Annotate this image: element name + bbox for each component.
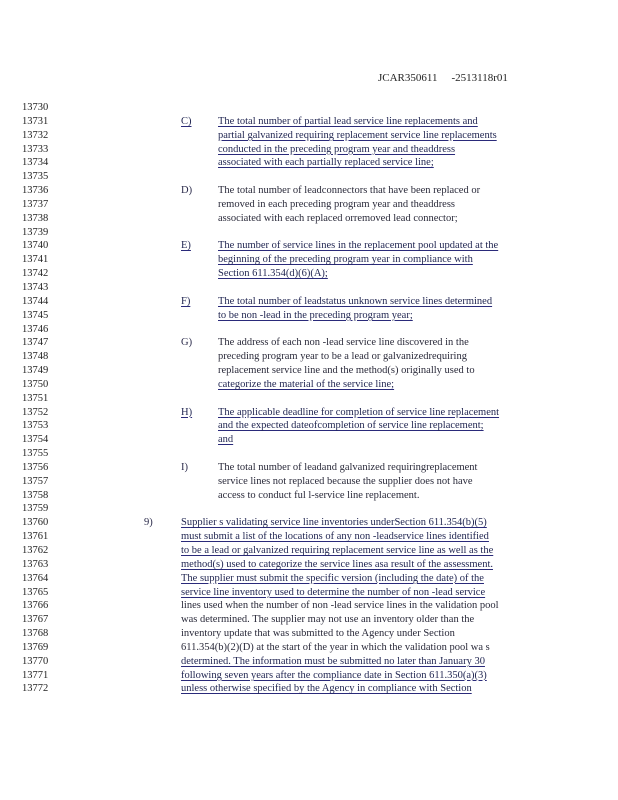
document-line: [0, 530, 618, 544]
document-line: [0, 323, 618, 337]
line-number: 13749: [22, 365, 49, 377]
line-text: [218, 364, 540, 378]
line-number: 13738: [22, 212, 49, 224]
document-line: [0, 419, 618, 433]
line-text: [218, 489, 540, 503]
underlined-inserted-text: determined. The information must be submitted no later than January 30: [181, 655, 485, 667]
line-text: [181, 669, 541, 683]
document-line: [0, 309, 618, 323]
underlined-inserted-text: The total number of leadstatus unknown service lines determined: [218, 295, 493, 307]
line-number: 13754: [22, 434, 49, 446]
underlined-inserted-text: unless otherwise specified by the Agency in compliance with Section: [181, 683, 472, 695]
line-number: 13735: [22, 171, 49, 183]
underlined-inserted-text: to be non -lead in the preceding program year;: [218, 309, 413, 321]
underlined-inserted-text: The number of service lines in the replacement pool updated at the: [218, 240, 499, 252]
document-line: [0, 239, 618, 253]
item-label: D): [181, 185, 193, 197]
document-line: [0, 669, 618, 683]
document-line: [0, 364, 618, 378]
doc-code: JCAR350611: [378, 72, 438, 84]
line-number: 13753: [22, 420, 49, 432]
line-text: [218, 129, 540, 143]
document-line: [0, 115, 618, 129]
underlined-inserted-text: Supplier s validating service line inventories underSection 611.354(b)(5): [181, 517, 487, 529]
document-line: [0, 544, 618, 558]
underlined-inserted-text: associated with each partially replaced service line;: [218, 157, 434, 169]
line-text: [181, 558, 541, 572]
underlined-inserted-text: service line inventory used to determine the number of non -lead service: [181, 586, 486, 598]
underlined-inserted-text: and the expected dateofcompletion of service line replacement;: [218, 420, 484, 432]
line-number: 13733: [22, 143, 49, 155]
line-text: [218, 475, 540, 489]
line-text: [218, 350, 540, 364]
line-number: 13756: [22, 461, 49, 473]
item-label: C): [181, 115, 192, 127]
line-text: [181, 682, 541, 696]
line-text: [181, 613, 541, 627]
line-text: [181, 599, 541, 613]
document-line: [0, 101, 618, 115]
line-text: [218, 253, 540, 267]
line-number: 13755: [22, 448, 49, 460]
line-number: 13732: [22, 129, 49, 141]
line-number: 13771: [22, 669, 49, 681]
line-number: 13747: [22, 337, 49, 349]
underlined-inserted-text: following seven years after the compliance date in Section 611.350(a)(3): [181, 669, 487, 681]
document-line: [0, 143, 618, 157]
doc-suffix: -2513118r01: [451, 72, 508, 84]
line-text: [218, 212, 540, 226]
line-text: [218, 184, 540, 198]
document-line: [0, 281, 618, 295]
line-number: 13742: [22, 268, 49, 280]
document-line: [0, 267, 618, 281]
document-line: [0, 198, 618, 212]
document-line: [0, 156, 618, 170]
item-label: F): [181, 295, 191, 307]
line-text: [218, 198, 540, 212]
line-text: [181, 516, 541, 530]
line-number: 13736: [22, 185, 49, 197]
body-text: preceding program year to be a lead or galvanizedrequiring: [218, 351, 467, 363]
line-number: 13758: [22, 489, 49, 501]
document-line: [0, 392, 618, 406]
document-line: [0, 586, 618, 600]
line-text: [218, 461, 540, 475]
document-line: [0, 295, 618, 309]
underlined-inserted-text: partial galvanized requiring replacement service line replacements: [218, 129, 497, 141]
document-line: [0, 226, 618, 240]
document-line: [0, 558, 618, 572]
line-text: [218, 406, 540, 420]
document-line: [0, 655, 618, 669]
line-number: 13764: [22, 572, 49, 584]
line-number: 13744: [22, 295, 49, 307]
body-text: replacement service line and the method(s) originally used to: [218, 365, 475, 377]
document-line: [0, 516, 618, 530]
line-number: 13763: [22, 558, 49, 570]
line-number: 13740: [22, 240, 49, 252]
line-text: [181, 641, 541, 655]
line-text: [181, 544, 541, 558]
body-text: associated with each replaced orremoved lead connector;: [218, 212, 458, 224]
line-number: 13765: [22, 586, 49, 598]
document-line: [0, 461, 618, 475]
line-text: [181, 572, 541, 586]
underlined-inserted-text: The applicable deadline for completion of service line replacement: [218, 406, 500, 418]
body-text: inventory update that was submitted to the Agency under Section: [181, 628, 455, 640]
document-line: [0, 641, 618, 655]
underlined-inserted-text: to be a lead or galvanized requiring replacement service line as well as the: [181, 545, 494, 556]
line-text: [181, 530, 541, 544]
line-number: 13759: [22, 503, 49, 515]
line-number: 13750: [22, 378, 49, 390]
line-text: [218, 143, 540, 157]
line-number: 13739: [22, 226, 49, 238]
body-text: removed in each preceding program year and theaddress: [218, 198, 456, 210]
document-line: [0, 170, 618, 184]
line-number: 13757: [22, 475, 49, 487]
document-line: [0, 475, 618, 489]
underlined-inserted-text: conducted in the preceding program year and theaddress: [218, 143, 456, 155]
document-line: [0, 212, 618, 226]
document-line: [0, 378, 618, 392]
underlined-inserted-text: must submit a list of the locations of any non -leadservice lines identified: [181, 531, 489, 543]
document-line: [0, 627, 618, 641]
underlined-inserted-text: The supplier must submit the specific version (including the date) of the: [181, 572, 484, 584]
body-text: 611.354(b)(2)(D) at the start of the year in which the validation pool wa s: [181, 641, 490, 653]
line-number: 13762: [22, 545, 49, 556]
line-number: 13748: [22, 351, 49, 363]
line-number: 13737: [22, 198, 49, 210]
body-text: The total number of leadand galvanized requiringreplacement: [218, 461, 478, 473]
item-label: H): [181, 406, 193, 418]
document-line: [0, 406, 618, 420]
line-text: [218, 336, 540, 350]
underlined-inserted-text: beginning of the preceding program year in compliance with: [218, 254, 473, 266]
line-number: 13734: [22, 157, 49, 169]
line-number: 13768: [22, 628, 49, 640]
item-label: I): [181, 461, 188, 473]
document-line: [0, 253, 618, 267]
document-line: [0, 447, 618, 461]
item-label: E): [181, 240, 191, 252]
line-number: 13769: [22, 641, 49, 653]
document-line: [0, 599, 618, 613]
line-text: [218, 378, 540, 392]
document-line: [0, 489, 618, 503]
line-number: 13746: [22, 323, 49, 335]
document-line: [0, 682, 618, 696]
underlined-inserted-text: method(s) used to categorize the service lines asa result of the assessment.: [181, 558, 493, 570]
body-text: service lines not replaced because the supplier does not have: [218, 475, 473, 487]
body-text: access to conduct ful l-service line replacement.: [218, 489, 420, 501]
line-number: 13745: [22, 309, 49, 321]
document-line: [0, 433, 618, 447]
line-text: [218, 419, 540, 433]
line-text: [218, 115, 540, 129]
line-text: [218, 267, 540, 281]
body-text: was determined. The supplier may not use an inventory older than the: [181, 614, 475, 626]
numbered-lines: [0, 101, 618, 696]
item-label: G): [181, 337, 193, 349]
line-number: 13743: [22, 281, 49, 293]
document-line: [0, 129, 618, 143]
line-number: 13767: [22, 614, 49, 626]
line-text: [218, 239, 540, 253]
line-text: [181, 586, 541, 600]
document-line: [0, 572, 618, 586]
line-number: 13761: [22, 531, 49, 543]
line-text: [218, 309, 540, 323]
document-line: [0, 184, 618, 198]
page-header: [378, 72, 508, 84]
underlined-inserted-text: categorize the material of the service line;: [218, 378, 395, 390]
document-line: [0, 613, 618, 627]
line-number: 13766: [22, 600, 49, 612]
underlined-inserted-text: and: [218, 434, 234, 446]
line-number: 13752: [22, 406, 49, 418]
line-text: [181, 655, 541, 669]
line-text: [218, 295, 540, 309]
line-number: 13741: [22, 254, 49, 266]
document-line: [0, 502, 618, 516]
document-line: [0, 336, 618, 350]
document-line: [0, 350, 618, 364]
body-text: The address of each non -lead service line discovered in the: [218, 337, 469, 349]
underlined-inserted-text: Section 611.354(d)(6)(A);: [218, 268, 328, 280]
line-number: 13760: [22, 517, 49, 529]
item-label: 9): [144, 517, 153, 529]
line-number: 13772: [22, 683, 49, 695]
line-number: 13730: [22, 102, 49, 113]
line-text: [218, 433, 540, 447]
line-number: 13731: [22, 115, 49, 127]
line-number: 13770: [22, 655, 49, 667]
line-text: [181, 627, 541, 641]
body-text: The total number of leadconnectors that have been replaced or: [218, 185, 481, 197]
underlined-inserted-text: The total number of partial lead service line replacements and: [218, 115, 478, 127]
body-text: lines used when the number of non -lead service lines in the validation pool: [181, 600, 499, 612]
line-text: [218, 156, 540, 170]
line-number: 13751: [22, 392, 49, 404]
